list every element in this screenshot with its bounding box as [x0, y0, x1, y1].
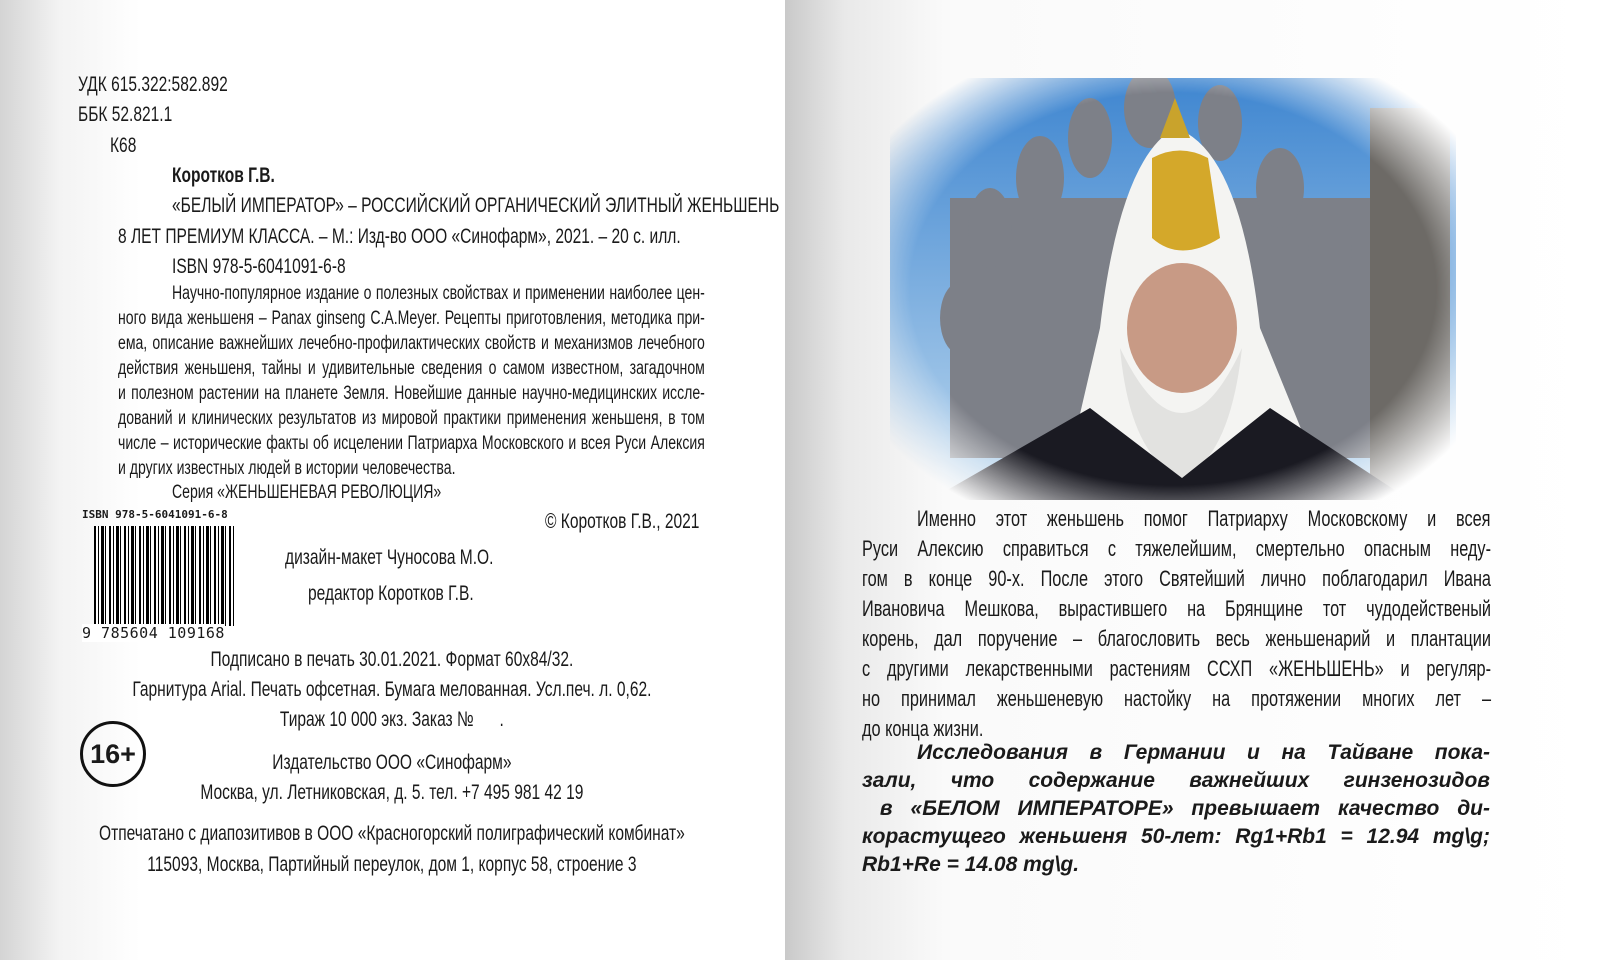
- body-line: Именно этот женьшень помог Патриарху Московскому и всея: [917, 506, 1491, 531]
- title-line-1: «БЕЛЫЙ ИМПЕРАТОР» – РОССИЙСКИЙ ОРГАНИЧЕСКИЙ ЭЛИТНЫЙ ЖЕНЬШЕНЬ: [172, 194, 780, 217]
- bold-line: в «БЕЛОМ ИМПЕРАТОРЕ» превышает качество ди-: [862, 797, 1490, 820]
- title-line-2: 8 ЛЕТ ПРЕМИУМ КЛАССА. – М.: Изд-во ООО «Синофарм», 2021. – 20 с. илл.: [118, 225, 681, 248]
- body-line: гом в конце 90-х. После этого Святейший лично поблагодарил Ивана: [862, 566, 1491, 591]
- abstract-line: ема, описание важнейших лечебно-профилактических свойств и механизмов лечебного: [118, 333, 705, 354]
- body-line: до конца жизни.: [862, 716, 984, 741]
- barcode-number: 9 785604 109168: [82, 624, 225, 642]
- imprint-line: Тираж 10 000 экз. Заказ № .: [279, 708, 504, 731]
- body-line: Ивановича Мешкова, вырастившего на Брянщине тот чудодейственый: [862, 596, 1491, 621]
- udk: УДК 615.322:582.892: [78, 73, 228, 96]
- editor-credit: редактор Коротков Г.В.: [308, 582, 474, 605]
- author: Коротков Г.В.: [172, 164, 275, 187]
- bold-line: корастущего женьшеня 50-лет: Rg1+Rb1 = 12.94 mg\g;: [862, 825, 1490, 848]
- series: Серия «ЖЕНЬШЕНЕВАЯ РЕВОЛЮЦИЯ»: [172, 482, 442, 503]
- body-line: с другими лекарственными растениям ССХП «ЖЕНЬШЕНЬ» и регуляр-: [862, 656, 1491, 681]
- publisher-line: Издательство ООО «Синофарм»: [272, 751, 512, 774]
- copyright: © Коротков Г.В., 2021: [545, 510, 700, 533]
- printer-line: Отпечатано с диапозитивов в ООО «Красногорский полиграфический комбинат»: [99, 822, 685, 845]
- bbk: ББК 52.821.1: [78, 103, 173, 126]
- design-credit: дизайн-макет Чуносова М.О.: [285, 546, 494, 569]
- publisher-line: Москва, ул. Летниковская, д. 5. тел. +7 495 981 42 19: [200, 781, 584, 804]
- imprint-line: Гарнитура Arial. Печать офсетная. Бумага мелованная. Усл.печ. л. 0,62.: [132, 678, 652, 701]
- abstract-line: действия женьшеня, тайны и удивительные сведения о самом известном, загадочном: [118, 358, 705, 379]
- imprint-line: Подписано в печать 30.01.2021. Формат 60х84/32.: [210, 648, 574, 671]
- abstract-line: числе – исторические факты об исцелении Патриарха Московского и всея Руси Алексия: [118, 433, 705, 454]
- author-code: К68: [110, 134, 137, 157]
- barcode-isbn: ISBN 978-5-6041091-6-8: [82, 508, 228, 521]
- body-line: корень, дал поручение – благословить весь женьшенарий и плантации: [862, 626, 1491, 651]
- left-page: [0, 0, 785, 960]
- body-line: но принимал женьшеневую настойку на протяжении многих лет –: [862, 686, 1491, 711]
- barcode: [94, 526, 236, 626]
- abstract-line: Научно-популярное издание о полезных свойствах и применении наиболее цен-: [172, 283, 705, 304]
- abstract-line: и других известных людей в истории человечества.: [118, 458, 456, 479]
- bold-line: Исследования в Германии и на Тайване пока-: [917, 741, 1490, 764]
- body-line: Руси Алексию справиться с тяжелейшим, смертельно опасным неду-: [862, 536, 1491, 561]
- printer-line: 115093, Москва, Партийный переулок, дом 1, корпус 58, строение 3: [147, 853, 637, 876]
- bold-line: зали, что содержание важнейших гинзенозидов: [862, 769, 1490, 792]
- bold-line: Rb1+Re = 14.08 mg\g.: [862, 853, 1080, 876]
- abstract-line: и полезном растении на планете Земля. Новейшие данные научно-медицинских иссле-: [118, 383, 705, 404]
- age-rating-badge: 16+: [80, 721, 146, 787]
- isbn: ISBN 978-5-6041091-6-8: [172, 255, 346, 278]
- abstract-line: дований и клинических результатов из мировой практики применения женьшеня, в том: [118, 408, 705, 429]
- patriarch-photo: [890, 78, 1456, 500]
- abstract-line: ного вида женьшеня – Panax ginseng C.A.Meyer. Рецепты приготовления, методика при-: [118, 308, 705, 329]
